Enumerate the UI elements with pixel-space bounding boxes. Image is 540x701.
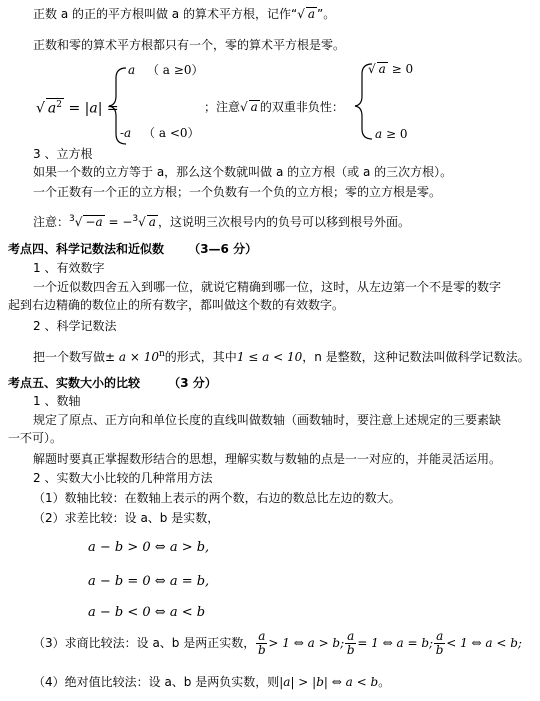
topic-title: 考点四、科学记数法和近似数: [8, 242, 165, 256]
quotient-equal: = 1 ⇔ a = b;: [357, 636, 434, 650]
method-text: （4）绝对值比较法：设 a、b 是两负实数，则: [33, 675, 280, 689]
dual-nonneg-note: [204, 99, 344, 115]
sig-figs-text-1: 一个近似数四舍五入到哪一位，就说它精确到哪一位，这时，从左边第一个不是零的数字: [33, 280, 502, 294]
difference-positive: a − b > 0 ⇔ a > b,: [88, 540, 210, 555]
abs-bar-left: |: [84, 100, 90, 117]
nonneg-sqrt: [368, 61, 413, 77]
topic-title: 考点五、实数大小的比较: [8, 376, 141, 390]
fraction-a-over-b: $\frac{a}{b}$: [257, 629, 266, 657]
quotient-less: < 1 ⇔ a < b;: [446, 636, 522, 650]
difference-negative: a − b < 0 ⇔ a < b: [88, 605, 206, 620]
subsection-sci-notation: 2 、科学记数法: [33, 319, 117, 333]
note-prefix: 注意：: [33, 215, 70, 229]
method-difference: （2）求差比较：设 a、b 是实数，: [33, 511, 220, 525]
arith-sqrt-uniqueness: 正数和零的算术平方根都只有一个，零的算术平方根是零。: [33, 38, 346, 52]
fraction-a-over-b: $\frac{a}{b}$: [435, 629, 444, 657]
radicand: a: [148, 215, 156, 229]
case-positive: [128, 62, 203, 78]
radicand: a: [307, 7, 315, 21]
cube-root-note: [33, 211, 410, 230]
nonneg-a: [375, 126, 408, 142]
note-suffix: ，这说明三次根号内的负号可以移到根号外面。: [157, 215, 410, 229]
cube-root-sign-rule: 一个正数有一个正的立方根；一个负数有一个负的立方根；零的立方根是零。: [33, 185, 442, 199]
expr: a: [375, 127, 383, 141]
relation: ≥ 0: [391, 62, 414, 76]
fraction-a-over-b: $\frac{a}{b}$: [346, 629, 355, 657]
root-index: 3: [132, 214, 139, 224]
definition-text: 正数 a 的正的平方根叫做 a 的算术平方根，记作“: [33, 7, 298, 21]
note-suffix: 的双重非负性：: [259, 100, 344, 114]
radical-sign: √: [368, 62, 376, 76]
topic-score: （3—6 分）: [188, 242, 258, 256]
abs-bar-right: |: [97, 100, 103, 117]
method-text: （3）求商比较法：设 a、b 是两正实数，: [33, 636, 256, 650]
range-inequality: 1 ≤ a < 10: [236, 350, 303, 364]
topic5-heading: [8, 375, 217, 391]
number-line-text-1: 规定了原点、正方向和单位长度的直线叫做数轴（画数轴时，要注意上述规定的三要素缺: [33, 413, 502, 427]
definition-suffix: ”。: [317, 7, 336, 21]
difference-zero: a − b = 0 ⇔ a = b,: [88, 574, 210, 589]
case-expr: a: [128, 63, 136, 77]
abs-compare-expr: |a| > |b| ⇔ a < b: [279, 675, 379, 689]
number-line-correspondence: 解题时要真正掌握数形结合的思想，理解实数与数轴的点是一一对应的，并能灵活运用。: [33, 452, 502, 466]
sig-figs-text-2: 起到右边精确的数位止的所有数字，都叫做这个数的有效数字。: [8, 298, 345, 312]
cube-root-definition: 如果一个数的立方等于 a，那么这个数就叫做 a 的立方根（或 a 的三次方根）。: [33, 165, 453, 179]
method-number-line: （1）数轴比较：在数轴上表示的两个数，右边的数总比左边的数大。: [33, 491, 401, 505]
number-line-text-2: 一不可）。: [8, 431, 63, 445]
case-condition: （ a ≥0）: [146, 63, 204, 77]
sci-form: ± $a \times 10^n$: [105, 349, 165, 364]
exponent: n: [159, 349, 165, 359]
relation: ≥ 0: [385, 127, 408, 141]
case-negative: [120, 125, 200, 141]
abs-inner: a: [89, 100, 98, 117]
radical-sign: √: [240, 100, 248, 114]
exponent: 2: [56, 100, 63, 110]
radicand: −a: [85, 215, 103, 229]
radical-sign: √: [297, 7, 305, 21]
method-suffix: 。: [378, 675, 391, 689]
case-expr: -a: [120, 126, 132, 140]
equals-sign: =: [68, 100, 81, 117]
equals-sign: =: [108, 215, 119, 229]
subsection-compare-methods: 2 、实数大小比较的几种常用方法: [33, 471, 213, 485]
radical-sign: √: [74, 215, 83, 229]
text-middle: 的形式，其中: [164, 350, 237, 364]
quotient-greater: > 1 ⇔ a > b;: [268, 636, 345, 650]
radical-sign: √: [138, 215, 146, 229]
radicand: a: [378, 62, 386, 76]
subsection-sig-figs: 1 、有效数字: [33, 261, 105, 275]
sci-notation-definition: [33, 346, 530, 365]
radicand: $a^2$: [47, 100, 63, 117]
root-index: 3: [69, 214, 75, 224]
case-condition: （ a <0）: [143, 126, 200, 140]
method-absolute-value: [33, 674, 390, 690]
equals-sign-2: =: [106, 100, 119, 117]
topic4-heading: [8, 241, 257, 257]
text-prefix: 把一个数写做: [33, 350, 106, 364]
text-suffix: ，n 是整数，这种记数法叫做科学记数法。: [302, 350, 530, 364]
topic-score: （3 分）: [168, 376, 217, 390]
radical-sign: √: [36, 100, 45, 117]
method-quotient: [33, 628, 522, 658]
minus-sign: −: [122, 215, 133, 229]
section-title-cube-root: 3 、立方根: [33, 147, 93, 161]
subsection-number-line: 1 、数轴: [33, 394, 81, 408]
note-prefix: ；注意: [204, 100, 241, 114]
radicand: a: [250, 100, 258, 114]
